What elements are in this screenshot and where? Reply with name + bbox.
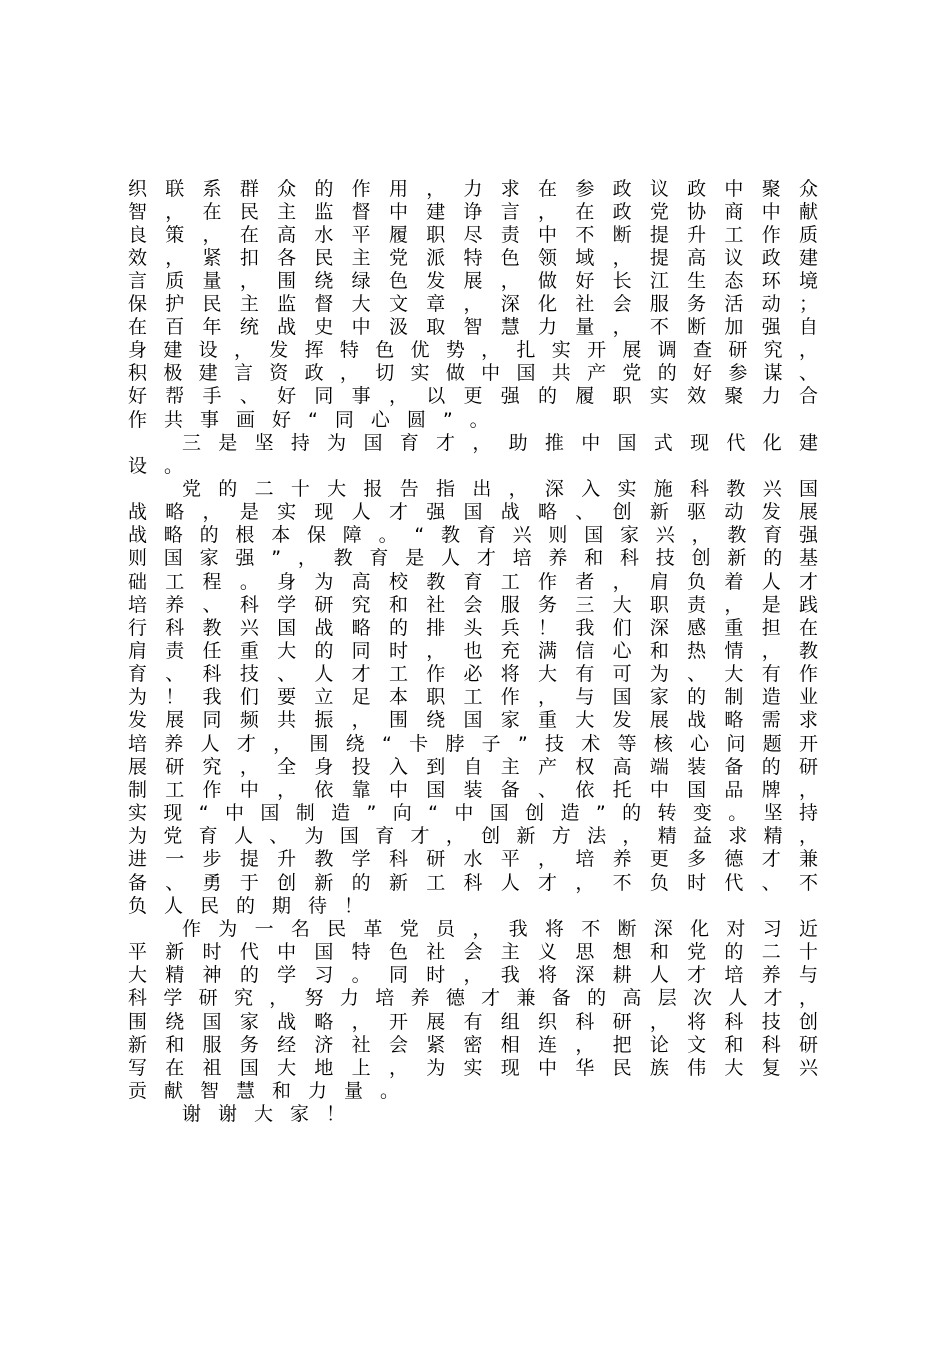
- closing-line: 谢谢大家！: [182, 1103, 363, 1125]
- text-line: 育、科技、人才工作必将大有可为、大有作: [128, 663, 818, 685]
- text-line: 设。: [128, 455, 201, 477]
- text-line: 础工程。身为高校教育工作者，肩负着人才: [128, 571, 818, 593]
- text-line: 展研究，全身投入到自主产权高端装备的研: [128, 756, 818, 778]
- text-line: 为！我们要立足本职工作，与国家的制造业: [128, 686, 818, 708]
- text-line: 积极建言资政，切实做中国共产党的好参谋、: [128, 362, 818, 384]
- text-line: 身建设，发挥特色优势，扎实开展调查研究，: [128, 339, 818, 361]
- text-line: 围绕国家战略，开展有组织科研，将科技创: [128, 1011, 818, 1033]
- text-line: 负人民的期待！: [128, 895, 381, 917]
- paragraph-start: 作为一名民革党员，我将不断深化对习近: [182, 918, 818, 940]
- text-line: 进一步提升教学科研水平，培养更多德才兼: [128, 848, 818, 870]
- text-line: 作共事画好“同心圆”。: [128, 409, 506, 431]
- text-line: 大精神的学习。同时，我将深耕人才培养与: [128, 964, 818, 986]
- text-line: 则国家强”，教育是人才培养和科技创新的基: [128, 547, 818, 569]
- text-line: 效，紧扣各民主党派特色领域，提高议政建: [128, 247, 818, 269]
- text-line: 贡献智慧和力量。: [128, 1080, 417, 1102]
- text-line: 备、勇于创新的新工科人才，不负时代、不: [128, 872, 818, 894]
- section-heading: 三是坚持为国育才，助推中国式现代化建: [182, 432, 818, 454]
- text-line: 平新时代中国特色社会主义思想和党的二十: [128, 941, 818, 963]
- text-line: 好帮手、好同事，以更强的履职实效聚力合: [128, 385, 818, 407]
- text-line: 实现“中国制造”向“中国创造”的转变。坚持: [128, 802, 818, 824]
- text-line: 肩责任重大的同时，也充满信心和热情，教: [128, 640, 818, 662]
- text-line: 保护民主监督大文章，深化社会服务活动；: [128, 293, 818, 315]
- text-line: 发展同频共振，围绕国家重大发展战略需求: [128, 709, 818, 731]
- text-line: 制工作中，依靠中国装备、依托中国品牌，: [128, 779, 818, 801]
- text-line: 培养人才，围绕“卡脖子”技术等核心问题开: [128, 733, 818, 755]
- text-line: 科学研究，努力培养德才兼备的高层次人才，: [128, 987, 818, 1009]
- text-line: 智，在民主监督中建诤言，在政党协商中献: [128, 201, 818, 223]
- text-line: 战略的根本保障。“教育兴则国家兴，教育强: [128, 524, 818, 546]
- text-line: 织联系群众的作用，力求在参政议政中聚众: [128, 178, 818, 200]
- text-line: 战略，是实现人才强国战略、创新驱动发展: [128, 501, 818, 523]
- text-line: 新和服务经济社会紧密相连，把论文和科研: [128, 1034, 818, 1056]
- text-line: 良策，在高水平履职尽责中不断提升工作质: [128, 224, 818, 246]
- text-line: 为党育人、为国育才，创新方法，精益求精，: [128, 825, 818, 847]
- text-line: 培养、科学研究和社会服务三大职责，是践: [128, 594, 818, 616]
- paragraph-start: 党的二十大报告指出，深入实施科教兴国: [182, 478, 818, 500]
- text-line: 言质量，围绕绿色发展，做好长江生态环境: [128, 270, 818, 292]
- text-line: 在百年统战史中汲取智慧力量，不断加强自: [128, 316, 818, 338]
- text-line: 写在祖国大地上，为实现中华民族伟大复兴: [128, 1057, 818, 1079]
- text-line: 行科教兴国战略的排头兵！我们深感重担在: [128, 617, 818, 639]
